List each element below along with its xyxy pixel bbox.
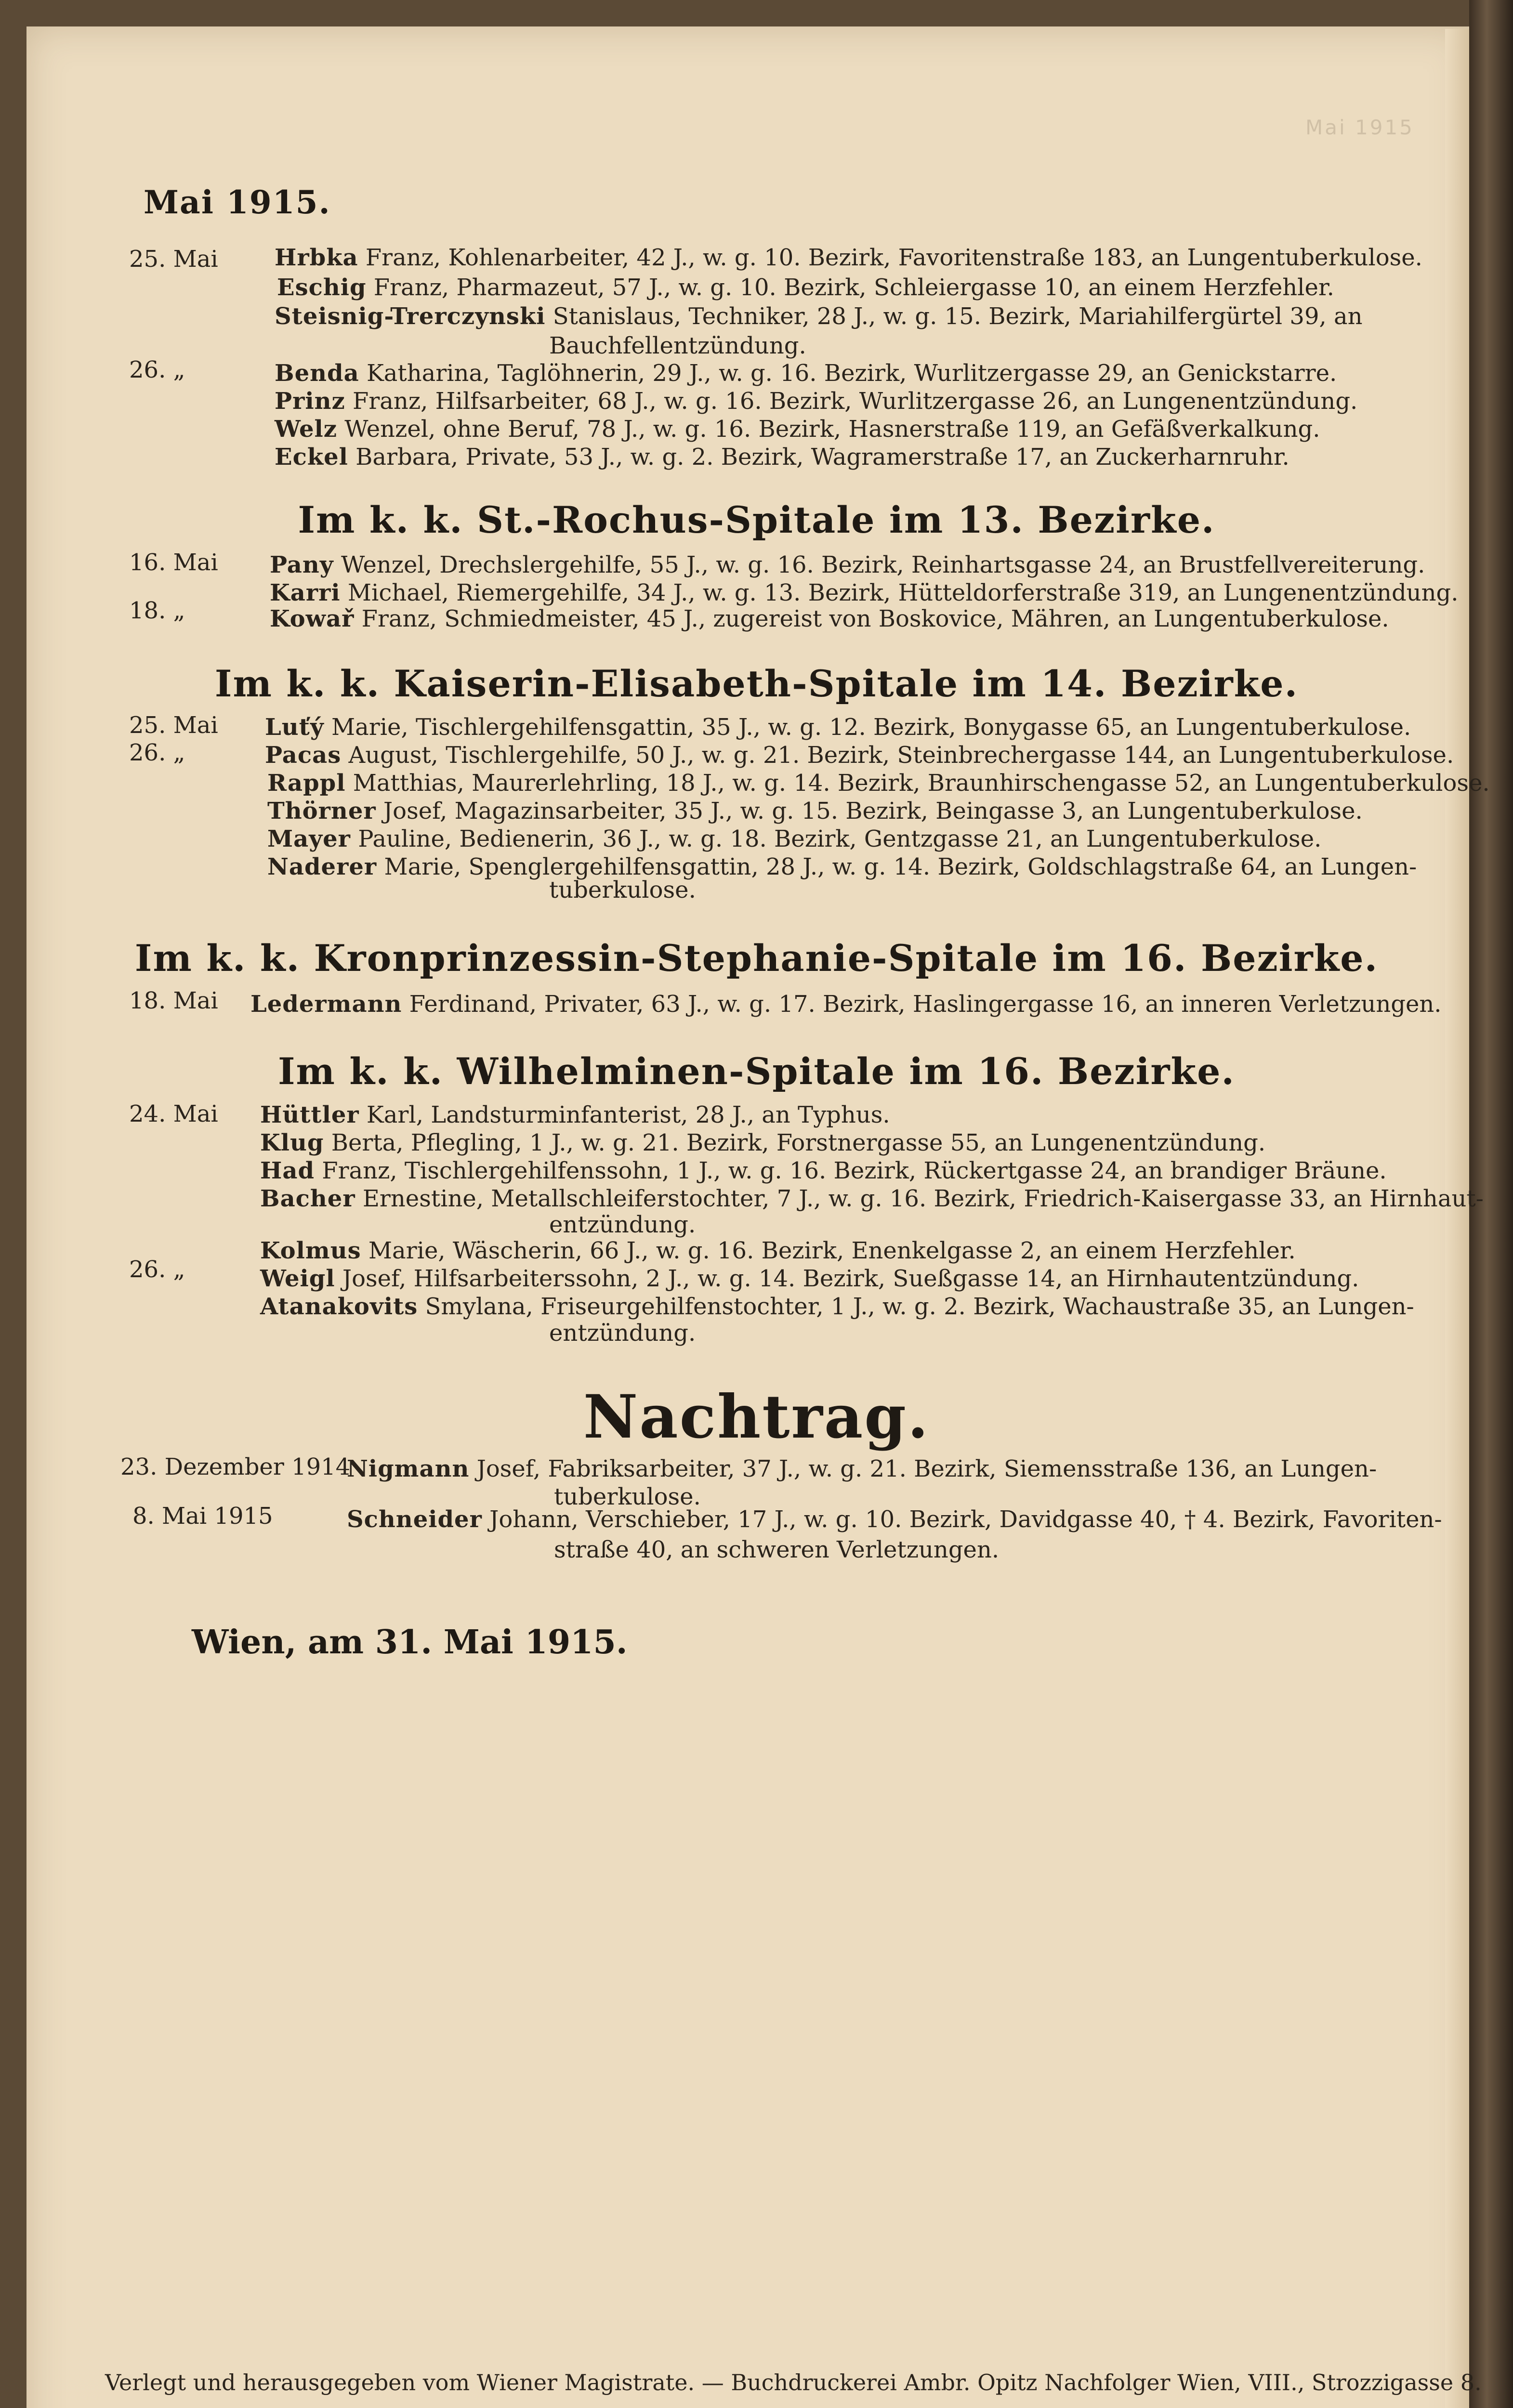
entry-text: Ferdinand, Privater, 63 J., w. g. 17. Bezirk, Haslingergasse 16, an inneren Verletzungen. — [409, 991, 1442, 1018]
entry — [270, 581, 1458, 605]
entry — [265, 743, 1454, 767]
entry-text: Franz, Pharmazeut, 57 J., w. g. 10. Bezirk, Schleiergasse 10, an einem Herzfehler. — [373, 274, 1334, 301]
hospital-heading: Im k. k. Wilhelminen-Spitale im 16. Bezirke. — [278, 1050, 1235, 1093]
entry-name: Eschig — [277, 274, 367, 301]
entry-continuation: Bauchfellentzündung. — [549, 332, 806, 359]
entry-text: Pauline, Bedienerin, 36 J., w. g. 18. Bezirk, Gentzgasse 21, an Lungentuberkulose. — [358, 825, 1322, 852]
entry-name: Mayer — [267, 825, 351, 852]
entry-date: 26. „ — [129, 356, 185, 383]
entry-text: Michael, Riemergehilfe, 34 J., w. g. 13. Bezirk, Hütteldorferstraße 319, an Lungenentzündung. — [347, 579, 1459, 606]
entry — [260, 1239, 1296, 1263]
entry — [265, 715, 1411, 739]
entry-date: 24. Mai — [129, 1100, 218, 1127]
entry-date: 25. Mai — [129, 246, 218, 273]
imprint-footer: Verlegt und herausgegeben vom Wiener Magistrate. — Buchdruckerei Ambr. Opitz Nachfolger Wien, VIII., Strozzigasse 8. — [105, 2369, 1482, 2395]
entry-name: Ledermann — [250, 991, 402, 1018]
entry-text: Katharina, Taglöhnerin, 29 J., w. g. 16. Bezirk, Wurlitzergasse 29, an Genickstarre. — [366, 360, 1337, 387]
entry-text: Johann, Verschieber, 17 J., w. g. 10. Bezirk, Davidgasse 40, † 4. Bezirk, Favoriten- — [489, 1506, 1442, 1533]
entry — [270, 607, 1389, 631]
entry-text: August, Tischlergehilfe, 50 J., w. g. 21. Bezirk, Steinbrechergasse 144, an Lungentuberkulose. — [348, 742, 1454, 769]
entry-name: Klug — [260, 1129, 324, 1156]
entry-name: Hrbka — [275, 244, 358, 271]
entry-date: 16. Mai — [129, 549, 218, 576]
entry — [275, 445, 1289, 469]
entry-text: Berta, Pflegling, 1 J., w. g. 21. Bezirk, Forstnergasse 55, an Lungenentzündung. — [331, 1129, 1266, 1156]
entry-text: Josef, Magazinsarbeiter, 35 J., w. g. 15. Bezirk, Beingasse 3, an Lungentuberkulose. — [383, 798, 1363, 824]
entry-name: Kowař — [270, 605, 355, 632]
entry-text: Smylana, Friseurgehilfenstochter, 1 J., w. g. 2. Bezirk, Wachaustraße 35, an Lungen- — [425, 1293, 1414, 1320]
entry-name: Welz — [275, 416, 338, 443]
page-edge — [1445, 29, 1469, 2408]
entry-text: Marie, Spenglergehilfensgattin, 28 J., w. g. 14. Bezirk, Goldschlagstraße 64, an Lungen- — [384, 853, 1417, 880]
entry-date: 26. „ — [129, 1256, 185, 1283]
entry-name: Bacher — [260, 1185, 355, 1212]
entry-text: Stanislaus, Techniker, 28 J., w. g. 15. Bezirk, Mariahilfergürtel 39, an — [553, 303, 1363, 330]
entry — [267, 827, 1321, 851]
entry — [270, 553, 1425, 577]
entry-name: Atanakovits — [260, 1293, 418, 1320]
entry — [267, 771, 1490, 795]
entry — [260, 1131, 1265, 1155]
entry-name: Thörner — [267, 798, 376, 824]
hospital-heading: Im k. k. St.-Rochus-Spitale im 13. Bezirke. — [298, 498, 1215, 541]
entry-name: Eckel — [275, 444, 348, 471]
entry-text: Marie, Wäscherin, 66 J., w. g. 16. Bezirk, Enenkelgasse 2, an einem Herzfehler. — [368, 1237, 1296, 1264]
entry-name: Rappl — [267, 770, 346, 797]
closing-line: Wien, am 31. Mai 1915. — [192, 1623, 628, 1662]
entry — [275, 304, 1363, 328]
entry — [275, 361, 1337, 385]
entry — [260, 1295, 1414, 1319]
entry — [267, 799, 1363, 823]
entry-name: Pacas — [265, 742, 342, 769]
entry-continuation: entzündung. — [549, 1320, 696, 1347]
hospital-heading: Im k. k. Kronprinzessin-Stephanie-Spitale im 16. Bezirke. — [134, 937, 1379, 980]
entry-name: Nigmann — [347, 1455, 470, 1482]
entry — [250, 992, 1442, 1016]
entry-continuation: entzündung. — [549, 1211, 696, 1238]
entry-date: 26. „ — [129, 739, 185, 766]
entry — [277, 275, 1334, 300]
entry-name: Pany — [270, 551, 334, 578]
hospital-heading: Im k. k. Kaiserin-Elisabeth-Spitale im 14. Bezirke. — [214, 662, 1299, 705]
entry-text: Franz, Schmiedmeister, 45 J., zugereist von Boskovice, Mähren, an Lungentuberkulose. — [361, 605, 1389, 632]
entry — [267, 855, 1417, 879]
entry-text: Josef, Hilfsarbeiterssohn, 2 J., w. g. 14. Bezirk, Sueßgasse 14, an Hirnhautentzündung. — [342, 1265, 1359, 1292]
entry-text: Josef, Fabriksarbeiter, 37 J., w. g. 21. Bezirk, Siemensstraße 136, an Lungen- — [476, 1455, 1377, 1482]
entry — [260, 1159, 1387, 1183]
entry-name: Karri — [270, 579, 341, 606]
entry-name: Benda — [275, 360, 359, 387]
entry-date: 23. Dezember 1914 — [120, 1453, 351, 1480]
entry-name: Kolmus — [260, 1237, 361, 1264]
entry-continuation: straße 40, an schweren Verletzungen. — [554, 1536, 1000, 1563]
entry — [347, 1507, 1442, 1531]
entry-name: Schneider — [347, 1506, 482, 1533]
entry-text: Franz, Hilfsarbeiter, 68 J., w. g. 16. Bezirk, Wurlitzergasse 26, an Lungenentzündung. — [353, 388, 1358, 415]
addendum-heading: Nachtrag. — [583, 1382, 930, 1452]
entry-name: Had — [260, 1157, 315, 1184]
entry-name: Naderer — [267, 853, 377, 880]
entry-name: Prinz — [275, 388, 345, 415]
entry-name: Weigl — [260, 1265, 335, 1292]
entry-date: 18. „ — [129, 597, 185, 624]
entry-text: Wenzel, Drechslergehilfe, 55 J., w. g. 16. Bezirk, Reinhartsgasse 24, an Brustfellvereiterung. — [341, 551, 1425, 578]
entry-text: Wenzel, ohne Beruf, 78 J., w. g. 16. Bezirk, Hasnerstraße 119, an Gefäßverkalkung. — [344, 416, 1320, 443]
entry — [260, 1267, 1359, 1291]
entry-continuation: tuberkulose. — [549, 877, 696, 903]
faded-stamp — [1305, 116, 1440, 144]
entry-text: Barbara, Private, 53 J., w. g. 2. Bezirk, Wagramerstraße 17, an Zuckerharnruhr. — [355, 444, 1289, 471]
entry — [347, 1457, 1377, 1481]
entry-text: Franz, Tischlergehilfenssohn, 1 J., w. g. 16. Bezirk, Rückertgasse 24, an brandiger Bräune. — [322, 1157, 1387, 1184]
entry-name: Steisnig-Trerczynski — [275, 303, 546, 330]
entry-continuation: tuberkulose. — [554, 1483, 701, 1510]
entry-name: Luťý — [265, 714, 324, 741]
entry — [260, 1103, 890, 1127]
entry-name: Hüttler — [260, 1101, 359, 1128]
entry — [260, 1187, 1484, 1211]
entry-text: Matthias, Maurerlehrling, 18 J., w. g. 14. Bezirk, Braunhirschengasse 52, an Lungentuberkulose. — [353, 770, 1490, 797]
entry — [275, 417, 1320, 441]
entry — [275, 389, 1357, 413]
entry-text: Marie, Tischlergehilfensgattin, 35 J., w. g. 12. Bezirk, Bonygasse 65, an Lungentuberkulose. — [331, 714, 1411, 741]
entry-text: Ernestine, Metallschleiferstochter, 7 J., w. g. 16. Bezirk, Friedrich-Kaisergasse 33, an Hirnhaut- — [362, 1185, 1484, 1212]
faded-stamp-text: Mai 1915 — [1305, 116, 1414, 139]
entry-date: 25. Mai — [129, 712, 218, 739]
entry-text: Franz, Kohlenarbeiter, 42 J., w. g. 10. Bezirk, Favoritenstraße 183, an Lungentuberkulose. — [365, 244, 1422, 271]
page-title: Mai 1915. — [144, 183, 331, 221]
entry-text: Karl, Landsturminfanterist, 28 J., an Typhus. — [366, 1101, 890, 1128]
entry-date: 18. Mai — [129, 987, 218, 1014]
entry — [275, 246, 1422, 270]
entry-date: 8. Mai 1915 — [132, 1503, 273, 1530]
